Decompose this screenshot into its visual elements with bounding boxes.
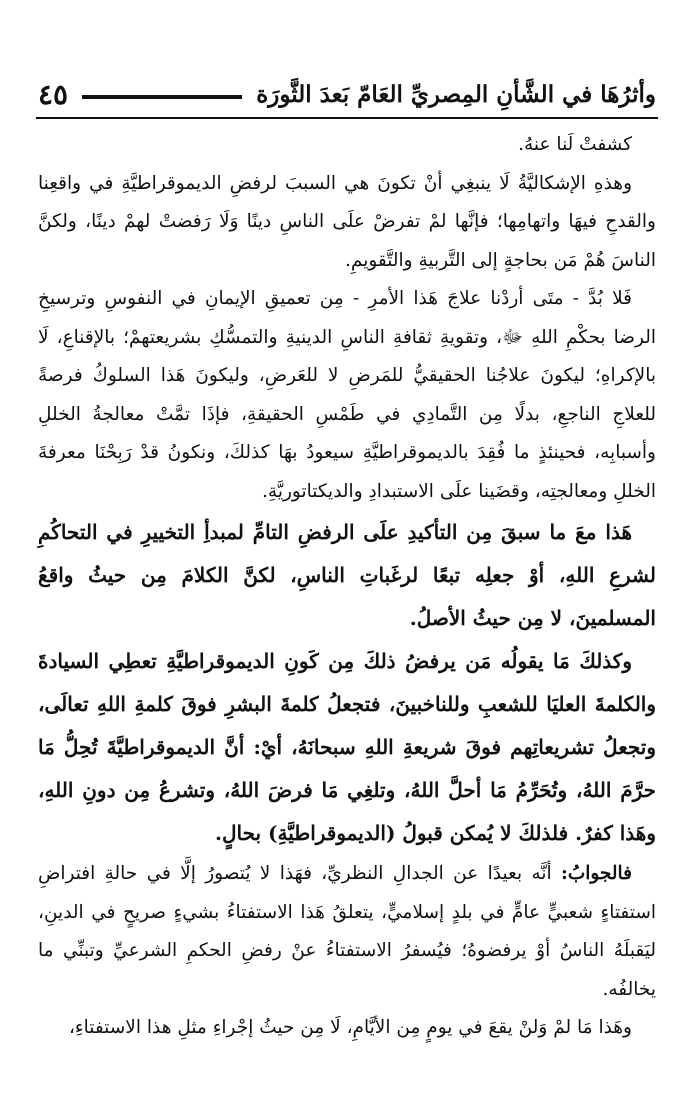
header-title: وأثرُهَا في الشَّأنِ المِصريِّ العَامّ بَعدَ الثَّورَة bbox=[256, 80, 656, 108]
paragraph-4 bbox=[38, 511, 656, 640]
page-body bbox=[38, 126, 656, 1048]
paragraph-5 bbox=[38, 640, 656, 855]
paragraph-7 bbox=[38, 1009, 656, 1048]
paragraph-1 bbox=[38, 126, 656, 165]
header-rule bbox=[36, 117, 658, 119]
paragraph-text: فَلا بُدَّ - متَى أردْنا علاجَ هَذا الأمرِ - مِن تعميقِ الإيمانِ في النفوسِ وترسيخِ الرضا بحكْمِ اللهِ ﷻ، وتقويةِ ثقافةِ الناسِ الدينيةِ والتمسُّكِ بشريعتهمْ؛ بالإقناعِ، لَا بالإكراهِ؛ ليكونَ علاجُنا الحقيقيُّ للمَرضِ لا للعَرضِ، وليكونَ هَذا السلوكُ فرصةً للعلاجِ الناجعِ، بدلًا مِن التَّمادِي في طَمْسِ الحقيقةِ، فإذَا تمَّتْ معالجةُ الخللِ وأسبابِه، فحينئذٍ ما فُقِدَ بالديموقراطيَّةِ سيعودُ بهَا كذلكَ، ونكونُ قدْ رَبِحْنَا معرفةَ الخللِ ومعالجتِه، وقضَينا علَى الاستبدادِ والديكتاتوريَّةِ. bbox=[38, 288, 656, 502]
paragraph-text: كشفتْ لَنا عنهُ. bbox=[518, 134, 632, 155]
running-header bbox=[38, 74, 656, 114]
paragraph-3 bbox=[38, 280, 656, 511]
page-number: ٤٥ bbox=[38, 77, 69, 111]
paragraph-2 bbox=[38, 165, 656, 281]
answer-lead: فالجوابُ: bbox=[560, 863, 632, 884]
paragraph-text: أنَّه بعيدًا عن الجدالِ النظريِّ، فهَذا لا يُتصورُ إلَّا في حالةِ افتراضِ استفتاءٍ شعبيٍّ عامٍّ في بلدٍ إسلاميٍّ، يتعلقُ هَذا الاستفتاءُ بشيءٍ صريحٍ في الدينِ، ليَقبلَهُ الناسُ أوْ يرفضوهُ؛ فيُسفرُ الاستفتاءُ عنْ رفضِ الحكمِ الشرعيِّ وتبنِّي ما يخالفُه. bbox=[38, 863, 656, 1000]
header-dash-line bbox=[82, 95, 242, 99]
paragraph-text: وهذهِ الإشكاليَّةُ لَا ينبغِي أنْ تكونَ هي السببَ لرفضِ الديموقراطيَّةِ في واقعِنا والقدحِ فيهَا واتهامِها؛ فإنَّها لمْ تفرضْ علَى الناسِ دينًا وَلَا رَفضتْ لهمْ دينًا، ولكنَّ الناسَ هُمْ مَن بحاجةٍ إلى التَّربيةِ والتَّقويمِ. bbox=[38, 172, 656, 271]
paragraph-text: هَذا معَ ما سبقَ مِن التأكيدِ علَى الرفضِ التامِّ لمبدأِ التخييرِ في التحاكُمِ لشرعِ اللهِ، أوْ جعلِه تبعًا لرغَباتِ الناسِ، لكنَّ الكلامَ مِن حيثُ واقعُ المسلمينَ، لا مِن حيثُ الأصلُ. bbox=[38, 520, 656, 630]
paragraph-text: وكذلكَ مَا يقولُه مَن يرفضُ ذلكَ مِن كَونِ الديموقراطيَّةِ تعطِي السيادةَ والكلمةَ العليَا للشعبِ وللناخبينَ، فتجعلُ كلمةَ البشرِ فوقَ كلمةِ اللهِ تعالَى، وتجعلُ تشريعاتِهم فوقَ شريعةِ اللهِ سبحانَهُ، أيْ: أنَّ الديموقراطيَّةَ تُحِلُّ مَا حرَّمَ اللهُ، وتُحَرِّمُ مَا أحلَّ اللهُ، وتلغِي مَا فرضَ اللهُ، وتشرعُ مِن دونِ اللهِ، وهَذا كفرٌ. فلذلكَ لا يُمكن قبولُ (الديموقراطيَّةِ) بحالٍ. bbox=[38, 649, 656, 845]
paragraph-text: وهَذا مَا لمْ وَلنْ يقعَ في يومٍ مِن الأيَّامِ، لَا مِن حيثُ إجْراءِ مثلِ هذا الاستفتاءِ، bbox=[68, 1017, 632, 1038]
paragraph-6 bbox=[38, 855, 656, 1009]
